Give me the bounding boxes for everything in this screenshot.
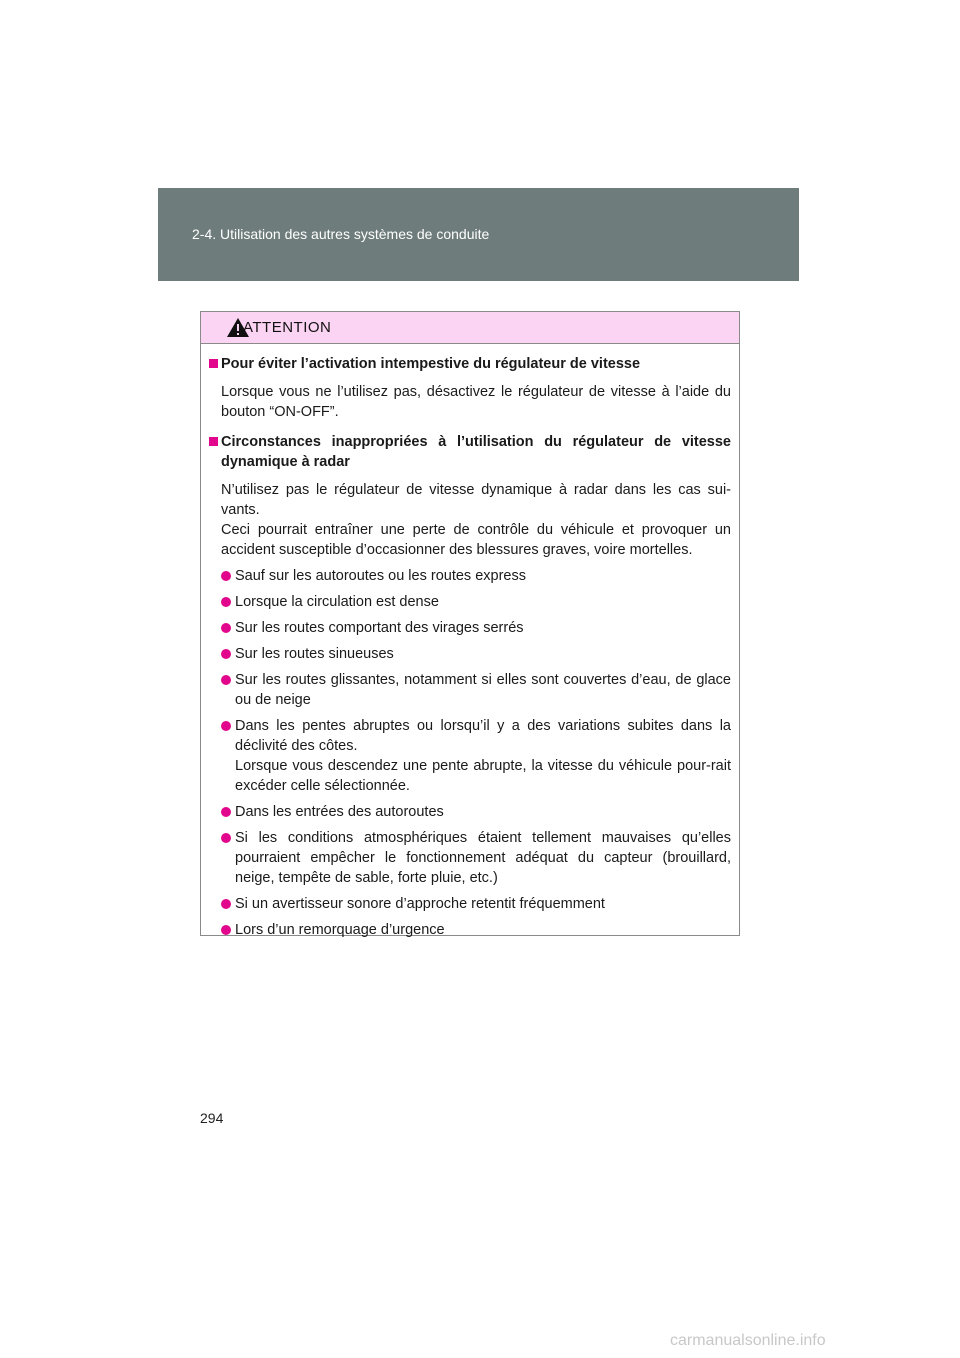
list-item-text: Dans les entrées des autoroutes (235, 804, 444, 820)
paragraph: N’utilisez pas le régulateur de vitesse dynamique à radar dans les cas sui-vants. (221, 482, 731, 518)
list-item (209, 828, 731, 888)
circle-bullet-icon (221, 899, 231, 909)
circle-bullet-icon (221, 807, 231, 817)
list-item-text: Sur les routes comportant des virages serrés (235, 620, 524, 636)
list-item-text: Sauf sur les autoroutes ou les routes express (235, 568, 526, 584)
circle-bullet-icon (221, 833, 231, 843)
warning-title: ATTENTION (243, 319, 332, 336)
section-title: 2-4. Utilisation des autres systèmes de conduite (192, 226, 490, 242)
circle-bullet-icon (221, 649, 231, 659)
list-item-subtext: Lorsque vous descendez une pente abrupte, la vitesse du véhicule pour-rait excéder celle sélectionnée. (235, 758, 731, 794)
list-item-text: Si un avertisseur sonore d’approche retentit fréquemment (235, 896, 605, 912)
list-item (209, 894, 731, 914)
circle-bullet-icon (221, 571, 231, 581)
page-number: 294 (200, 1110, 224, 1126)
bullet-list (209, 566, 731, 940)
list-item-text: Sur les routes glissantes, notamment si elles sont couvertes d’eau, de glace ou de neige (235, 672, 731, 708)
paragraph: Ceci pourrait entraîner une perte de contrôle du véhicule et provoquer un accident susceptible d’occasionner des blessures graves, voire mortelles. (221, 522, 731, 558)
list-item-text: Dans les pentes abruptes ou lorsqu’il y a des variations subites dans la déclivité des côtes. (235, 718, 731, 754)
section-header-band (158, 188, 799, 281)
list-item (209, 644, 731, 664)
watermark: carmanualsonline.info (670, 1332, 826, 1349)
list-item (209, 802, 731, 822)
list-item (209, 566, 731, 586)
warning-box (200, 311, 740, 936)
list-item (209, 716, 731, 796)
circle-bullet-icon (221, 623, 231, 633)
list-item-text: Si les conditions atmosphériques étaient tellement mauvaises qu’elles pourraient empêcher le fonctionnement adéquat du capteur (brouillard, neige, tempête de sable, forte pluie, etc.) (235, 830, 731, 886)
section-heading: Pour éviter l’activation intempestive du régulateur de vitesse (221, 356, 641, 372)
list-item (209, 670, 731, 710)
circle-bullet-icon (221, 925, 231, 935)
list-item-text: Lorsque la circulation est dense (235, 594, 439, 610)
square-bullet-icon (209, 437, 218, 446)
list-item-text: Lors d’un remorquage d’urgence (235, 922, 445, 938)
list-item (209, 592, 731, 612)
section-heading: Circonstances inappropriées à l’utilisation du régulateur de vitesse dynamique à radar (221, 434, 731, 470)
circle-bullet-icon (221, 675, 231, 685)
circle-bullet-icon (221, 597, 231, 607)
list-item (209, 920, 731, 940)
warning-header (201, 312, 739, 344)
list-item (209, 618, 731, 638)
paragraph: Lorsque vous ne l’utilisez pas, désactivez le régulateur de vitesse à l’aide du bouton “ON-OFF”. (221, 384, 731, 420)
circle-bullet-icon (221, 721, 231, 731)
list-item-text: Sur les routes sinueuses (235, 646, 394, 662)
warning-body (201, 344, 739, 940)
warning-section (209, 354, 731, 422)
warning-section (209, 432, 731, 940)
square-bullet-icon (209, 359, 218, 368)
